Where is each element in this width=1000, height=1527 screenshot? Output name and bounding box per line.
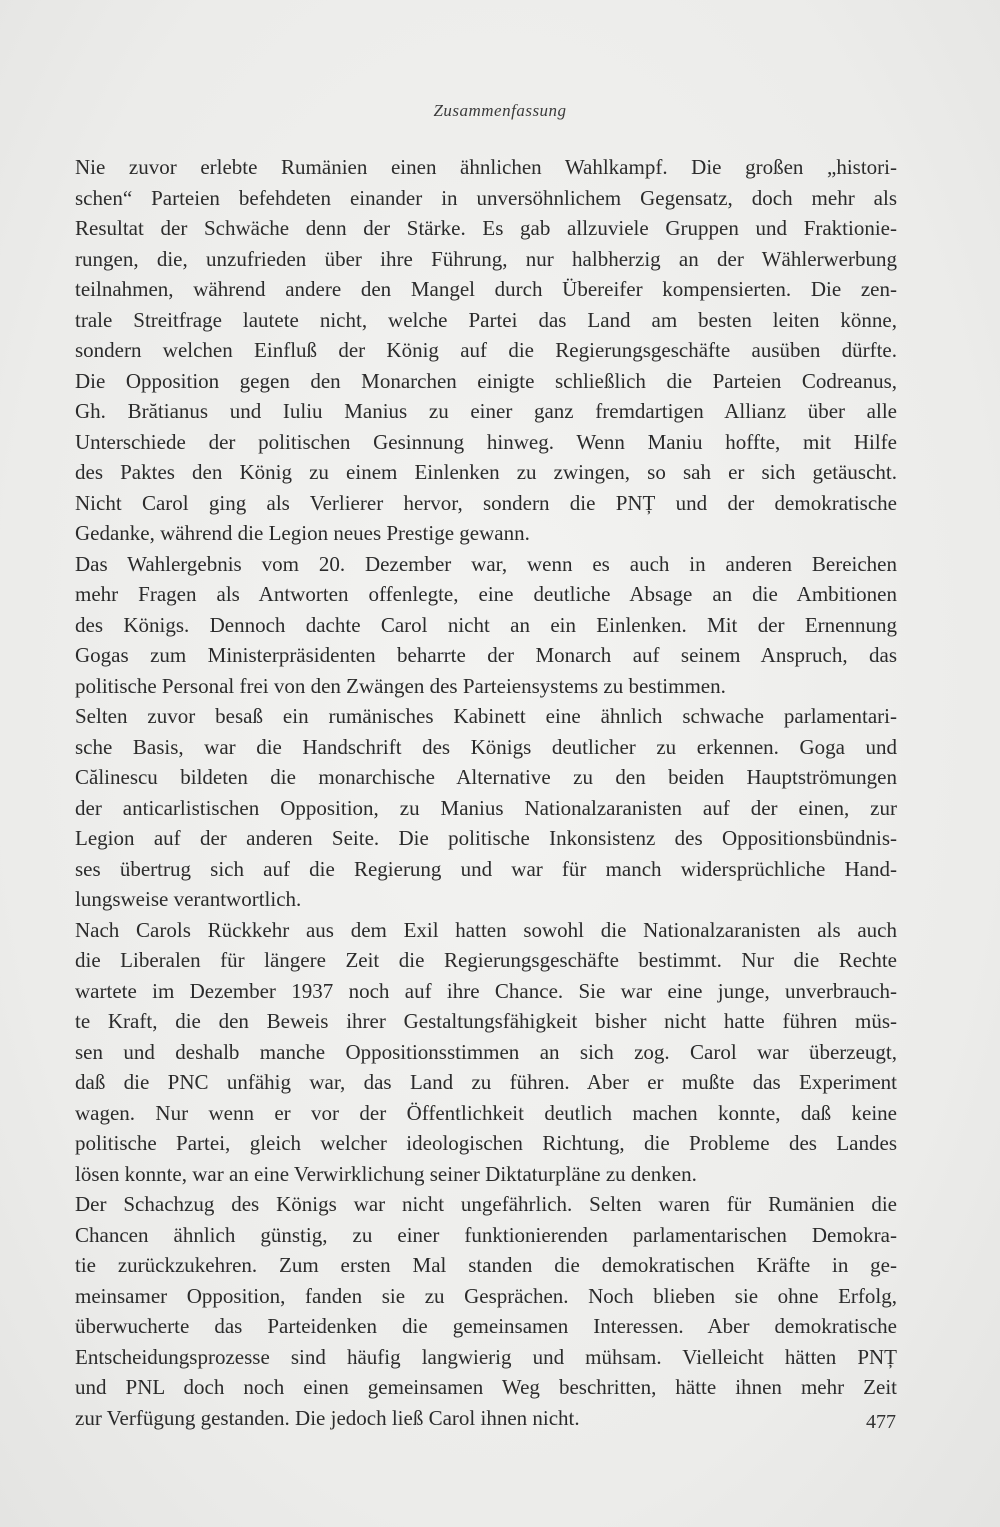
text-line: lösen konnte, war an eine Verwirklichung seiner Diktaturpläne zu denken.	[75, 1161, 697, 1186]
text-line: Unterschiede der politischen Gesinnung hinweg. Wenn Maniu hoffte, mit Hilfe	[75, 429, 897, 454]
text-line: und PNL doch noch einen gemeinsamen Weg beschritten, hätte ihnen mehr Zeit	[75, 1375, 897, 1399]
text-line: politische Personal frei von den Zwängen des Parteiensystems zu bestimmen.	[75, 673, 726, 698]
text-line: wartete im Dezember 1937 noch auf ihre Chance. Sie war eine junge, unverbrauch-	[75, 978, 897, 1003]
text-line: sen und deshalb manche Oppositionsstimmen an sich zog. Carol war überzeugt,	[75, 1039, 897, 1064]
text-line: der anticarlistischen Opposition, zu Manius Nationalzaranisten auf der einen, zur	[75, 795, 897, 820]
text-line: te Kraft, die den Beweis ihrer Gestaltungsfähigkeit bisher nicht hatte führen müs-	[75, 1009, 897, 1033]
text-line: Entscheidungsprozesse sind häufig langwierig und mühsam. Vielleicht hätten PNȚ	[75, 1344, 897, 1369]
text-line: Nicht Carol ging als Verlierer hervor, sondern die PNȚ und der demokratische	[75, 490, 897, 515]
text-line: Resultat der Schwäche denn der Stärke. Es gab allzuviele Gruppen und Fraktionie-	[75, 216, 897, 240]
body-text	[75, 152, 897, 1433]
text-line: Gedanke, während die Legion neues Prestige gewann.	[75, 521, 530, 545]
text-line: wagen. Nur wenn er vor der Öffentlichkeit deutlich machen konnte, daß keine	[75, 1100, 897, 1125]
running-header: Zusammenfassung	[433, 101, 567, 120]
text-line: tie zurückzukehren. Zum ersten Mal standen die demokratischen Kräfte in ge-	[75, 1253, 897, 1277]
text-line: des Königs. Dennoch dachte Carol nicht an ein Einlenken. Mit der Ernennung	[75, 612, 897, 637]
text-line: sche Basis, war die Handschrift des Königs deutlicher zu erkennen. Goga und	[75, 734, 897, 759]
text-line: Nach Carols Rückkehr aus dem Exil hatten sowohl die Nationalzaranisten als auch	[75, 917, 897, 942]
text-line: meinsamer Opposition, fanden sie zu Gesprächen. Noch blieben sie ohne Erfolg,	[75, 1283, 897, 1308]
text-line: Călinescu bildeten die monarchische Alternative zu den beiden Hauptströmungen	[75, 765, 897, 789]
text-line: des Paktes den König zu einem Einlenken zu zwingen, so sah er sich getäuscht.	[75, 460, 897, 484]
text-line: daß die PNC unfähig war, das Land zu führen. Aber er mußte das Experiment	[75, 1070, 897, 1094]
text-line: Der Schachzug des Königs war nicht ungefährlich. Selten waren für Rumänien die	[75, 1192, 897, 1216]
text-line: lungsweise verantwortlich.	[75, 887, 302, 911]
text-line: teilnahmen, während andere den Mangel durch Übereifer kompensierten. Die zen-	[75, 277, 897, 301]
text-line: rungen, die, unzufrieden über ihre Führung, nur halbherzig an der Wählerwerbung	[75, 246, 897, 271]
text-line: Das Wahlergebnis vom 20. Dezember war, wenn es auch in anderen Bereichen	[75, 551, 897, 576]
text-line: Nie zuvor erlebte Rumänien einen ähnlichen Wahlkampf. Die großen „histori-	[75, 155, 897, 179]
text-line: Selten zuvor besaß ein rumänisches Kabinett eine ähnlich schwache parlamentari-	[75, 704, 897, 728]
text-line: Legion auf der anderen Seite. Die politische Inkonsistenz des Oppositionsbündnis-	[75, 826, 897, 850]
text-line: ses übertrug sich auf die Regierung und war für manch widersprüchliche Hand-	[75, 856, 897, 881]
text-line: Chancen ähnlich günstig, zu einer funktionierenden parlamentarischen Demokra-	[75, 1222, 897, 1247]
text-line: Gogas zum Ministerpräsidenten beharrte der Monarch auf seinem Anspruch, das	[75, 643, 897, 667]
text-line: sondern welchen Einfluß der König auf die Regierungsgeschäfte ausüben dürfte.	[75, 338, 897, 362]
text-line: schen“ Parteien befehdeten einander in unversöhnlichem Gegensatz, doch mehr als	[75, 185, 897, 210]
text-line: trale Streitfrage lautete nicht, welche Partei das Land am besten leiten könne,	[75, 307, 897, 332]
text-line: zur Verfügung gestanden. Die jedoch ließ Carol ihnen nicht.	[75, 1405, 580, 1430]
text-line: Gh. Brătianus und Iuliu Manius zu einer ganz fremdartigen Allianz über alle	[75, 399, 897, 423]
text-line: Die Opposition gegen den Monarchen einigte schließlich die Parteien Codreanus,	[75, 368, 897, 393]
text-line: politische Partei, gleich welcher ideologischen Richtung, die Probleme des Landes	[75, 1131, 897, 1155]
text-line: mehr Fragen als Antworten offenlegte, eine deutliche Absage an die Ambitionen	[75, 582, 897, 606]
text-line: die Liberalen für längere Zeit die Regierungsgeschäfte bestimmt. Nur die Rechte	[75, 948, 897, 972]
text-line: überwucherte das Parteidenken die gemeinsamen Interessen. Aber demokratische	[75, 1314, 897, 1338]
page-number: 477	[866, 1411, 896, 1433]
